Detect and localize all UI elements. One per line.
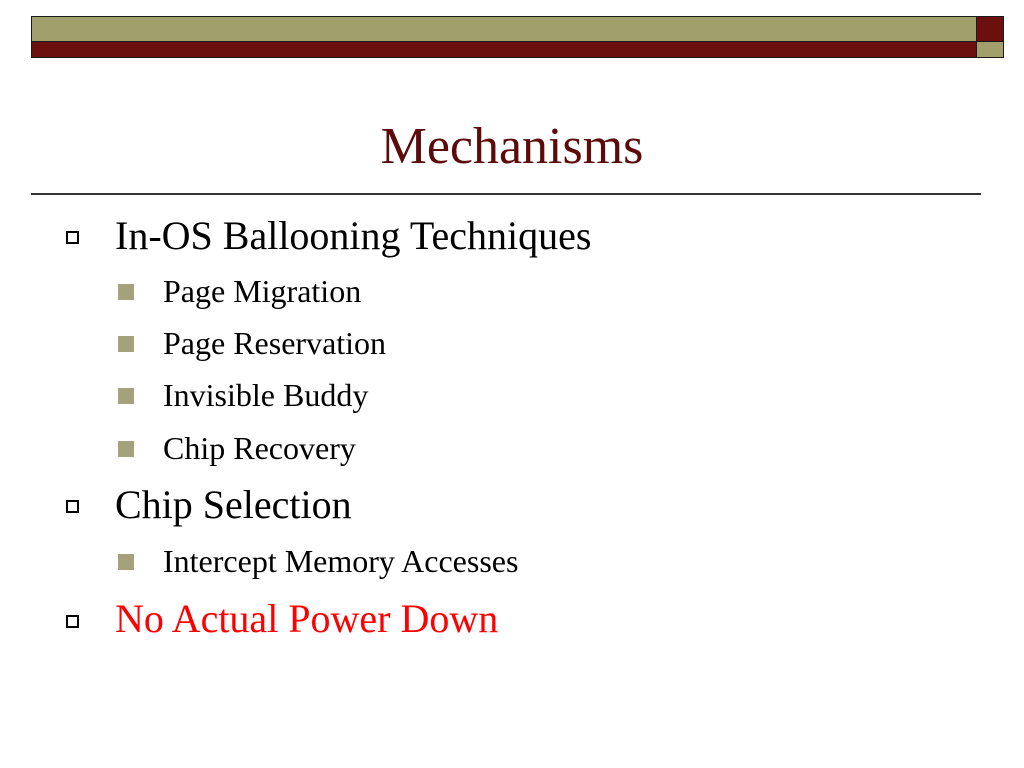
filled-square-bullet-icon: [118, 336, 134, 352]
sub-bullet-item: Page Reservation: [163, 325, 387, 361]
filled-square-bullet-icon: [118, 284, 134, 300]
bullet-item-highlighted: No Actual Power Down: [115, 596, 499, 641]
filled-square-bullet-icon: [118, 554, 134, 570]
sub-bullet-item: Chip Recovery: [163, 430, 356, 466]
hollow-square-bullet-icon: [66, 615, 79, 628]
filled-square-bullet-icon: [118, 388, 134, 404]
hollow-square-bullet-icon: [66, 500, 79, 513]
sub-bullet-item: Invisible Buddy: [163, 377, 369, 413]
bullet-item: Chip Selection: [115, 482, 352, 527]
hollow-square-bullet-icon: [66, 231, 79, 244]
sub-bullet-item: Page Migration: [163, 273, 362, 309]
bullet-item: In-OS Ballooning Techniques: [115, 213, 592, 258]
filled-square-bullet-icon: [118, 441, 134, 457]
slide-title: Mechanisms: [380, 118, 644, 175]
sub-bullet-item: Intercept Memory Accesses: [163, 543, 519, 579]
